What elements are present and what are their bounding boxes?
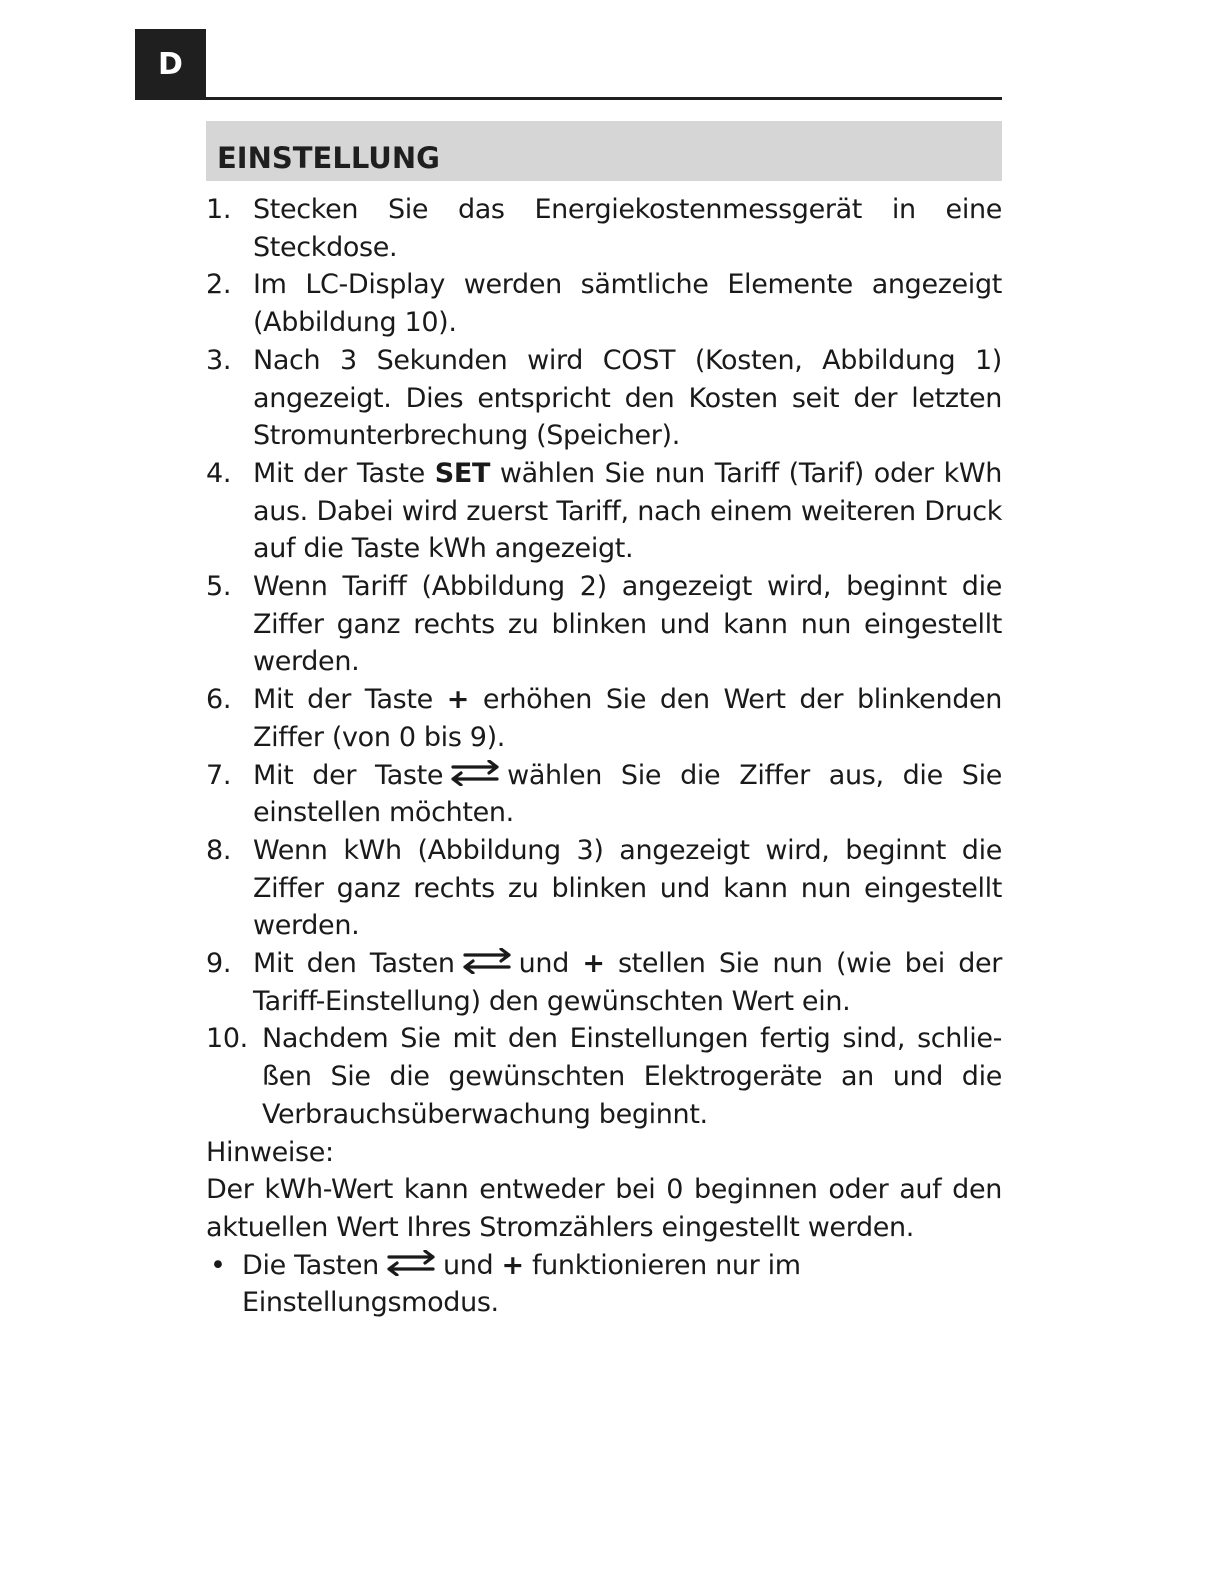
note-text-post: funktionieren nur im Einstellungsmodus. (242, 1249, 801, 1319)
step-7 (206, 757, 1002, 832)
section-header (206, 121, 1002, 181)
step-3 (206, 342, 1002, 455)
step-number: 6. (206, 684, 232, 716)
language-tab: D (135, 29, 206, 100)
step-text-pre: Mit den Tasten (253, 948, 455, 980)
step-text-post: stellen Sie nun (wie bei der Tariff-Einstellung) den gewünschten Wert ein. (253, 948, 1003, 1017)
step-number: 10. (206, 1023, 248, 1055)
step-number: 7. (206, 759, 232, 791)
step-number: 3. (206, 344, 232, 376)
step-text-pre: Mit der Taste (253, 684, 433, 716)
swap-arrows-icon (383, 1250, 439, 1276)
notes-list (206, 1247, 1002, 1322)
step-text: Wenn Tariff (Abbildung 2) angezeigt wird, beginnt die Ziffer ganz rechts zu blinken und kann nun eingestellt werden. (253, 571, 1002, 678)
notes-heading: Hinweise: (206, 1136, 334, 1168)
step-9 (206, 945, 1002, 1020)
step-6 (206, 681, 1002, 756)
step-text-post: wählen Sie nun Tariff (Tarif) oder kWh aus. Dabei wird zuerst Tariff, nach einem weiteren Druck auf die Taste kWh angezeigt. (253, 457, 1002, 565)
step-8 (206, 832, 1002, 945)
steps-list (206, 191, 1002, 1134)
step-number: 8. (206, 834, 232, 866)
step-4 (206, 455, 1002, 568)
swap-arrows-icon (447, 760, 503, 786)
note-text-mid: und (442, 1249, 494, 1281)
step-text-post: erhöhen Sie den Wert der blinkenden Ziffer (von 0 bis 9). (253, 684, 1003, 753)
header-rule (206, 97, 1002, 100)
step-text: Wenn kWh (Abbildung 3) angezeigt wird, beginnt die Ziffer ganz rechts zu blinken und kann nun eingestellt werden. (253, 834, 1002, 942)
step-text-pre: Mit der Taste (253, 457, 425, 489)
section-title: EINSTELLUNG (217, 141, 440, 175)
set-key-label: SET (434, 457, 491, 489)
step-2 (206, 266, 1002, 341)
step-text: Im LC-Display werden sämtliche Elemente angezeigt (Abbildung 10). (253, 269, 1002, 339)
step-number: 9. (206, 948, 232, 980)
step-number: 5. (206, 571, 232, 603)
step-text: Nach 3 Sekunden wird COST (Kosten, Abbildung 1) angezeigt. Dies entspricht den Kosten seit der letzten Stromunterbrechung (Speicher). (253, 344, 1002, 452)
plus-key-label: + (501, 1249, 524, 1281)
bullet-icon: • (210, 1249, 226, 1281)
content (206, 191, 1002, 1322)
plus-key-label: + (446, 684, 469, 716)
step-5 (206, 568, 1002, 681)
step-number: 2. (206, 269, 232, 301)
step-number: 1. (206, 194, 232, 225)
swap-arrows-icon (459, 948, 515, 974)
step-1 (206, 191, 1002, 266)
note-bullet-item (206, 1247, 1002, 1322)
step-text-pre: Mit der Taste (253, 759, 444, 791)
step-text-mid: und (518, 948, 569, 980)
step-number: 4. (206, 457, 232, 489)
step-text: Nachdem Sie mit den Einstellungen fertig sind, schlie-ßen Sie die gewünschten Elektrogeräte an und die Verbrauchsüberwachung beginnt. (262, 1023, 1002, 1130)
plus-key-label: + (582, 948, 605, 980)
notes-text: Der kWh-Wert kann entweder bei 0 beginnen oder auf den aktuellen Wert Ihres Stromzählers eingestellt werden. (206, 1174, 1002, 1243)
step-10 (206, 1020, 1002, 1133)
step-text: Stecken Sie das Energiekostenmessgerät in eine Steckdose. (253, 194, 1002, 263)
note-text-pre: Die Tasten (242, 1249, 379, 1281)
step-text-post: wählen Sie die Ziffer aus, die Sie einstellen möchten. (253, 759, 1002, 829)
